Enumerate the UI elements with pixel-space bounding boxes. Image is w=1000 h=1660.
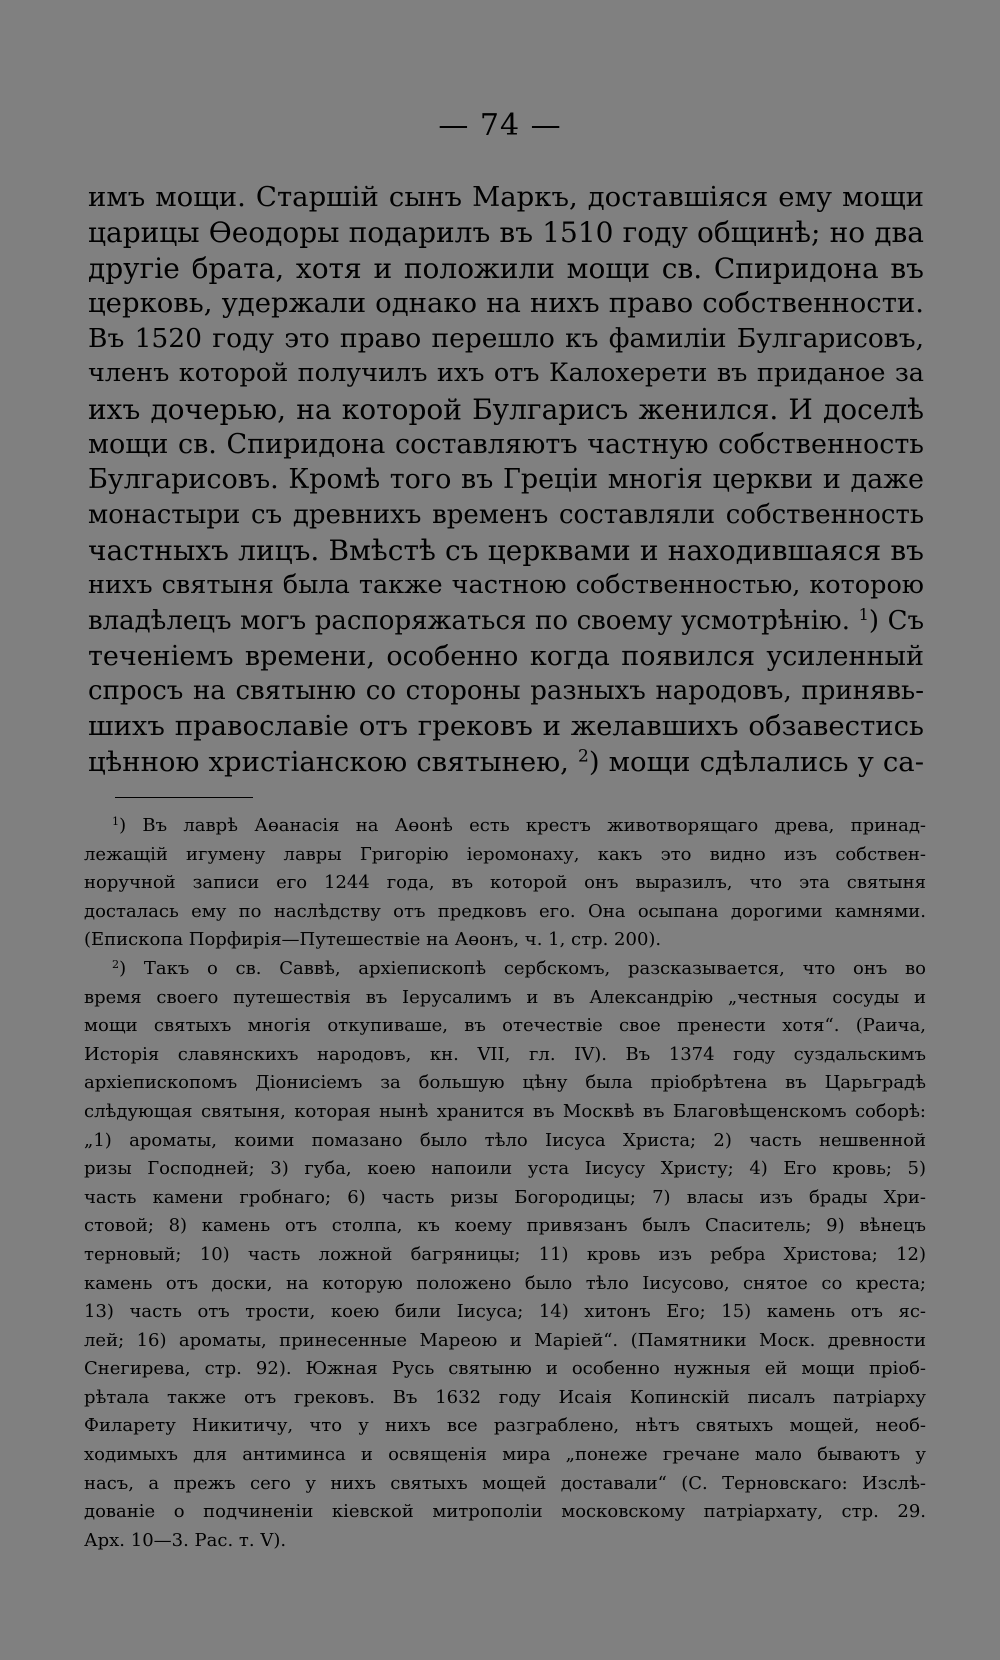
footnote-line: Снегирева, стр. 92). Южная Русь святыню и особенно нужныя ей мощи пріоб- xyxy=(84,1358,926,1380)
text-line: монастыри съ древнихъ временъ составляли собственность xyxy=(88,499,924,530)
footnote-line: камень отъ доски, на которую положено было тѣло Іисусово, снятое со креста; xyxy=(84,1272,926,1294)
text-segment: цѣнною христіанскою святынею, xyxy=(88,745,569,778)
footnote-ref: 1 xyxy=(858,604,869,624)
text-line: ихъ дочерью, на которой Булгарисъ женился. И доселѣ xyxy=(88,392,924,426)
text-line: церковь, удержали однако на нихъ право собственности. xyxy=(88,286,924,319)
footnote-line: лей; 16) ароматы, принесенные Мареою и Маріей“. (Памятники Моск. древности xyxy=(84,1329,926,1351)
text-line xyxy=(88,745,924,780)
footnote-line: Исторія славянскихъ народовъ, кн. VII, гл. IV). Въ 1374 году суздальскимъ xyxy=(84,1043,926,1065)
footnote-line: (Епископа Порфирія—Путешествіе на Аөонъ, ч. 1, стр. 200). xyxy=(84,929,662,951)
text-line: теченіемъ времени, особенно когда появился усиленный xyxy=(88,640,924,672)
text-line: частныхъ лицъ. Вмѣстѣ съ церквами и находившаяся въ xyxy=(88,533,924,567)
text-segment: ) Въ лаврѣ Аөанасія на Аөонѣ есть крестъ животворящаго древа, принад- xyxy=(119,815,926,836)
footnote-1 xyxy=(84,812,926,955)
text-line: спросъ на святыню со стороны разныхъ народовъ, принявь- xyxy=(88,676,924,707)
footnote-line: рѣтала также отъ грековъ. Въ 1632 году Исаія Копинскій писалъ патріарху xyxy=(84,1386,926,1408)
footnote-mark: 1 xyxy=(112,814,120,828)
text-segment: владѣлецъ могъ распоряжаться по своему усмотрѣнію. xyxy=(88,605,850,636)
page-number: — 74 — xyxy=(438,108,562,143)
footnote-line: ходимыхъ для антиминса и освященія мира „понеже гречане мало бываютъ у xyxy=(84,1444,926,1466)
footnote-line xyxy=(84,955,926,984)
footnote-line: терновый; 10) часть ложной багряницы; 11) кровь изъ ребра Христова; 12) xyxy=(84,1243,926,1265)
text-segment: ) мощи сдѣлались у са- xyxy=(588,745,924,778)
text-segment: ) Съ xyxy=(868,605,925,636)
footnote-line: стовой; 8) камень отъ столпа, къ коему привязанъ былъ Спаситель; 9) вѣнецъ xyxy=(84,1215,926,1237)
footnote-line: Филарету Никитичу, что у нихъ все разграблено, нѣтъ святыхъ мощей, необ- xyxy=(84,1415,926,1437)
text-line: шихъ православіе отъ грековъ и желавшихъ обзавестись xyxy=(88,710,924,743)
main-text xyxy=(88,180,924,780)
footnote-2 xyxy=(84,955,926,1555)
text-line: нихъ святыня была также частною собственностью, которою xyxy=(88,570,924,601)
footnote-line: лежащій игумену лавры Григорію іеромонаху, какъ это видно изъ собствен- xyxy=(84,843,926,865)
footnote-line: дованіе о подчиненіи кіевской митрополіи московскому патріархату, стр. 29. xyxy=(84,1501,926,1523)
footnote-line: норучной записи его 1244 года, въ которой онъ выразилъ, что эта святыня xyxy=(84,872,926,894)
footnote-line: досталась ему по наслѣдству отъ предковъ его. Она осыпана дорогими камнями. xyxy=(84,900,926,922)
text-line: Въ 1520 году это право перешло къ фамиліи Булгарисовъ, xyxy=(88,323,924,355)
footnote-line: архіепископомъ Діонисіемъ за большую цѣну была пріобрѣтена въ Царьградѣ xyxy=(84,1072,926,1094)
footnote-divider xyxy=(115,797,253,798)
footnote-line: ризы Господней; 3) губа, коею напоили уста Іисусу Христу; 4) Его кровь; 5) xyxy=(84,1158,926,1180)
text-segment: ) Такъ о св. Саввѣ, архіепископѣ сербскомъ, разсказывается, что онъ во xyxy=(119,957,926,979)
footnote-line xyxy=(84,812,926,841)
text-line: имъ мощи. Старшій сынъ Маркъ, доставшіяся ему мощи xyxy=(88,181,924,213)
footnote-line: слѣдующая святыня, которая нынѣ хранится въ Москвѣ въ Благовѣщенскомъ соборѣ: xyxy=(84,1100,926,1122)
text-line: Булгарисовъ. Кромѣ того въ Греціи многія церкви и даже xyxy=(88,464,924,496)
footnote-mark: 2 xyxy=(112,957,120,971)
text-line: мощи св. Спиридона составляютъ частную собственность xyxy=(88,429,924,461)
footnote-line: время своего путешествія въ Іерусалимъ и въ Александрію „честныя сосуды и xyxy=(84,986,926,1008)
footnote-line: „1) ароматы, коими помазано было тѣло Іисуса Христа; 2) часть нешвенной xyxy=(84,1129,926,1151)
text-line: членъ которой получилъ ихъ отъ Калохерети въ приданое за xyxy=(88,358,924,389)
footnote-line: часть камени гробнаго; 6) часть ризы Богородицы; 7) власы изъ брады Хри- xyxy=(84,1186,926,1208)
text-line: другіе брата, хотя и положили мощи св. Спиридона въ xyxy=(88,251,924,285)
footnote-line: 13) часть отъ трости, коею били Іисуса; 14) хитонъ Его; 15) камень отъ яс- xyxy=(84,1301,926,1323)
text-line xyxy=(88,604,924,639)
footnote-line: Арх. 10—3. Рас. т. V). xyxy=(84,1529,287,1551)
footnote-ref: 2 xyxy=(577,746,589,767)
footnote-line: мощи святыхъ многія откупиваше, въ отечествіе свое пренести хотя“. (Раича, xyxy=(84,1015,926,1037)
text-line: царицы Өеодоры подарилъ въ 1510 году общинѣ; но два xyxy=(88,216,924,250)
footnote-line: насъ, а прежъ сего у нихъ святыхъ мощей доставали“ (С. Терновскаго: Изслѣ- xyxy=(84,1472,926,1494)
footnotes xyxy=(84,812,926,1555)
